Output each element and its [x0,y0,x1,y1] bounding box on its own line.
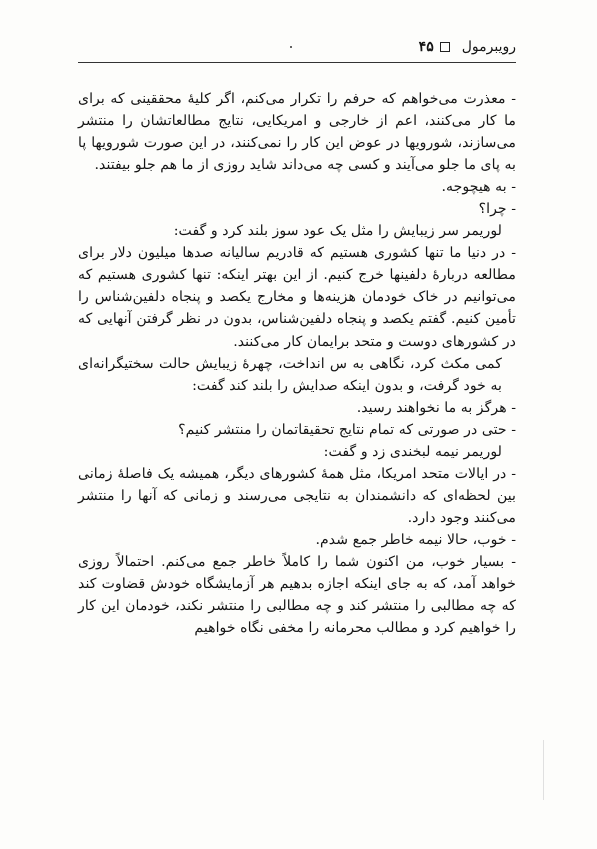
header-title: رویبرمول [461,39,516,55]
header-rule [78,62,516,63]
body-text [78,88,516,639]
paragraph: - معذرت می‌خواهم که حرفم را تکرار می‌کنم، اگر کلیهٔ محققینی که برای ما کار می‌کنند، اعم از خارجی و امریکایی، نتایج مطالعاتشان را منتشر می‌سازند، شورویها در عوض این کار را نمی‌کنند، در این صورت شورویها پا به پای ما جلو می‌آیند و کسی چه می‌داند شاید روزی از ما هم جلو بیفتند. [78,91,516,174]
paragraph: - حتی در صورتی که تمام نتایج تحقیقاتمان را منتشر کنیم؟ [178,421,516,438]
paragraph: لوریمر سر زیبایش را مثل یک عود سوز بلند کرد و گفت: [173,223,502,240]
paragraph: - بسیار خوب، من اکنون شما را کاملاً خاطر جمع می‌کنم. احتمالاً روزی خواهد آمد، که به جای اینکه اجازه بدهیم هر آزمایشگاه خودش قضاوت کند که چه مطالبی را منتشر کند و چه مطالبی را منتشر نکند، خودمان این کار را خواهیم کرد و مطالب محرمانه را مخفی نگاه خواهیم [78,553,516,637]
paragraph: - به هیچوجه. [441,179,516,196]
page-number: ۴۵ [418,39,434,55]
paragraph: کمی مکث کرد، نگاهی به س انداخت، چهرهٔ زیبایش حالت سختیگرانه‌ای به خود گرفت، و بدون اینکه صدایش را بلند کند گفت: [78,355,502,394]
paragraph: - در دنیا ما تنها کشوری هستیم که قادریم سالیانه صدها میلیون دلار برای مطالعه دربارهٔ دلفینها خرج کنیم. از این بهتر اینکه: تنها کشوری هستیم که می‌توانیم در خاک خودمان هزینه‌ها و مخارج یکصد و پنجاه دلفین‌شناس را تأمین کنیم. گفتم یکصد و پنجاه دلفین‌شناس، بدون در نظر گرفتن آنهایی که در کشورهای دوست و متحد برایمان کار می‌کنند. [78,245,516,350]
paragraph: - هرگز به ما نخواهند رسید. [356,399,516,416]
header-dot [290,46,292,48]
header-box-ornament [440,42,450,52]
paragraph: لوریمر نیمه لبخندی زد و گفت: [323,443,502,460]
paragraph: - چرا؟ [478,201,516,218]
running-header [78,36,516,58]
paragraph: - خوب، حالا نیمه خاطر جمع شدم. [315,531,516,548]
scan-edge-mark [543,740,544,800]
paragraph: - در ایالات متحد امریکا، مثل همهٔ کشورهای دیگر، همیشه یک فاصلهٔ زمانی بین لحظه‌ای که دانشمندان به نتایجی می‌رسند و زمانی که آنها را منتشر می‌کنند وجود دارد. [78,465,516,526]
